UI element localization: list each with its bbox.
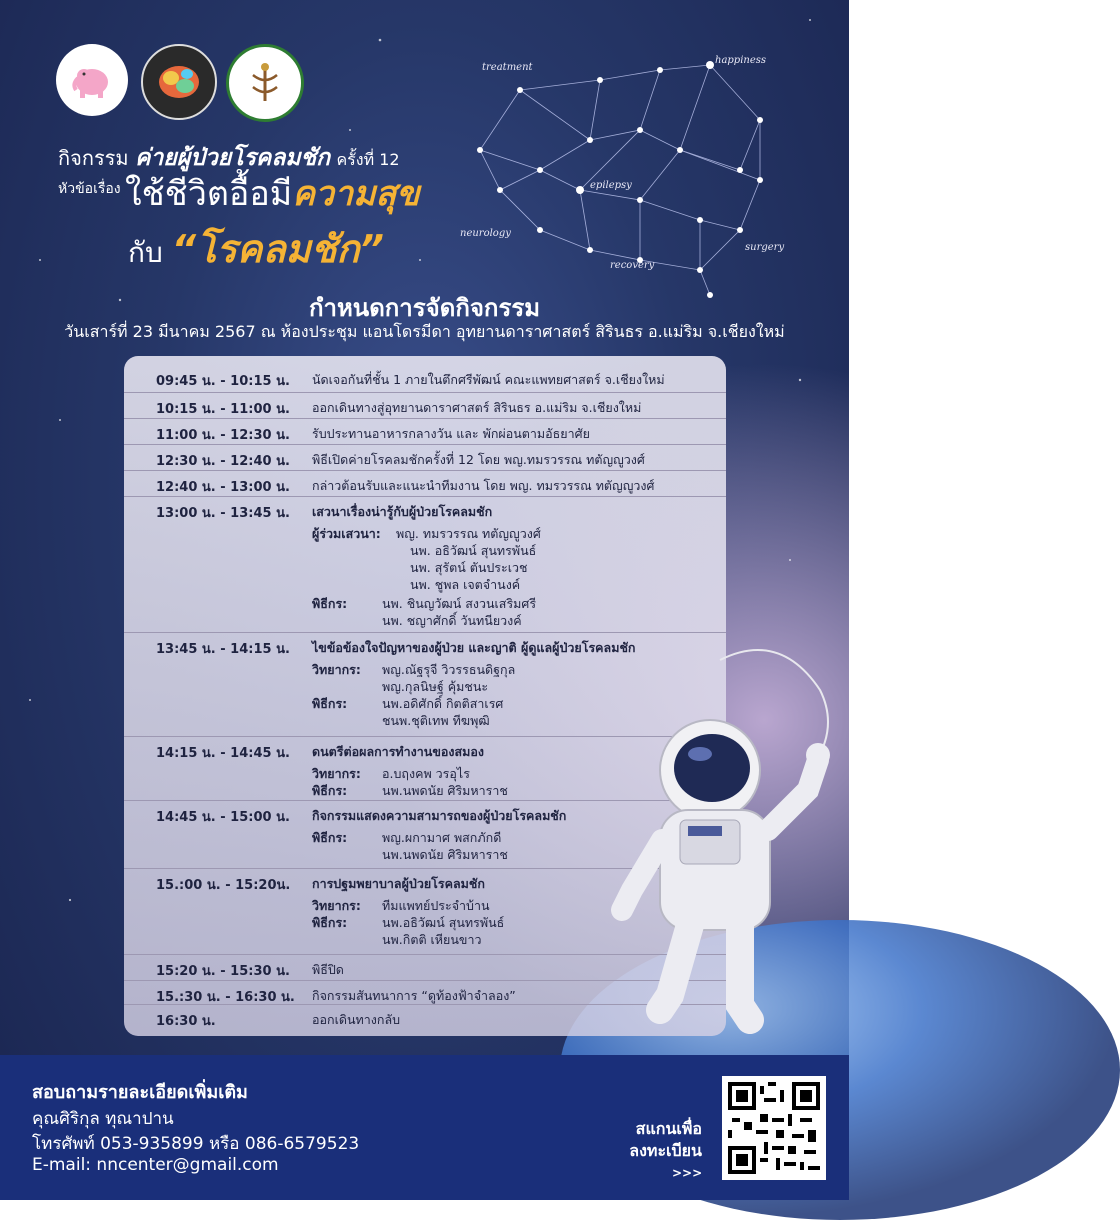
schedule-time: 14:15 น. - 14:45 น.	[156, 746, 290, 761]
schedule-time: 14:45 น. - 15:00 น.	[156, 810, 290, 825]
scan-to-register-text	[610, 1118, 702, 1162]
host-label: พิธีกร:	[312, 783, 348, 798]
person: พญ.ณัฐรุจี วิวรรธนดิฐกุล	[382, 662, 516, 677]
contact-email: E-mail: nncenter@gmail.com	[32, 1155, 279, 1175]
person: พญ.กุลนิษฐ์ คุ้มชนะ	[382, 679, 489, 694]
person: นพ. ชินญวัฒน์ สงวนเสริมศรี	[382, 596, 537, 611]
schedule-time: 11:00 น. - 12:30 น.	[156, 428, 290, 443]
schedule-time: 15:20 น. - 15:30 น.	[156, 964, 290, 979]
person: นพ. ชูพล เจตจำนงค์	[410, 577, 521, 592]
schedule-row	[124, 418, 726, 445]
schedule-row	[124, 444, 726, 471]
person: ชนพ.ชุติเทพ ทีฆพุฒิ	[382, 713, 490, 728]
slogan-line-2	[128, 218, 384, 279]
brain-label-happiness: happiness	[715, 55, 767, 66]
speaker-label: วิทยากร:	[312, 662, 361, 677]
topic-label: หัวข้อเรื่อง	[58, 181, 121, 197]
schedule-desc: การปฐมพยาบาลผู้ป่วยโรคลมชัก	[312, 876, 485, 891]
contact-name: คุณศิริกุล ทุณาปาน	[32, 1109, 174, 1129]
schedule-desc: กิจกรรมแสดงความสามารถของผู้ป่วยโรคลมชัก	[312, 808, 567, 823]
faculty-of-medicine-logo	[226, 44, 304, 122]
schedule-subtitle: วันเสาร์ที่ 23 มีนาคม 2567 ณ ห้องประชุม แอนโดรมีดา อุทยานดาราศาสตร์ สิรินธร อ.แม่ริม จ.เชียงใหม่	[64, 322, 785, 341]
scan-line-1: สแกนเพื่อ	[635, 1119, 702, 1138]
person: นพ.นพดนัย ศิริมหาราช	[382, 783, 508, 798]
brain-network-illustration	[440, 40, 785, 310]
brain-label-treatment: treatment	[482, 62, 533, 73]
brain-label-neurology: neurology	[460, 228, 511, 239]
schedule-desc: พิธีเปิดค่ายโรคลมชักครั้งที่ 12 โดย พญ.ทมรวรรณ ทตัญญูวงศ์	[312, 452, 645, 467]
host-label: พิธีกร:	[312, 696, 348, 711]
person: นพ.นพดนัย ศิริมหาราช	[382, 847, 508, 862]
event-prefix: กิจกรรม	[58, 146, 129, 170]
slogan-text-with: กับ	[128, 236, 163, 269]
slogan-line-1	[125, 166, 420, 220]
schedule-desc: กล่าวต้อนรับและแนะนำทีมงาน โดย พญ. ทมรวรรณ ทตัญญูวงศ์	[312, 478, 655, 493]
schedule-row	[124, 496, 726, 633]
schedule-desc: ออกเดินทางสู่อุทยานดาราศาสตร์ สิรินธร อ.แม่ริม จ.เชียงใหม่	[312, 400, 642, 415]
brain-label-recovery: recovery	[610, 260, 655, 271]
slogan-highlight-happiness: ความสุข	[292, 174, 420, 214]
person: นพ.อธิวัฒน์ สุนทรพันธ์	[382, 915, 505, 930]
schedule-time: 10:15 น. - 11:00 น.	[156, 402, 290, 417]
person: อ.บฤงคพ วรอุไร	[382, 766, 470, 781]
event-edition: ครั้งที่ 12	[336, 150, 400, 169]
schedule-desc: ดนตรีต่อผลการทำงานของสมอง	[312, 744, 484, 759]
schedule-title: กำหนดการจัดกิจกรรม	[308, 294, 541, 322]
registration-qr-code[interactable]	[722, 1076, 826, 1180]
host-label: พิธีกร:	[312, 915, 348, 930]
schedule-desc: กิจกรรมสันทนาการ “ดูท้องฟ้าจำลอง”	[312, 988, 516, 1003]
schedule-time: 15.:00 น. - 15:20น.	[156, 878, 291, 893]
person: นพ. สุรัตน์ ตันประเวช	[410, 560, 528, 575]
schedule-row	[124, 392, 726, 419]
person: นพ.กิตติ เหียนขาว	[382, 932, 482, 947]
person: พญ.ผกามาศ พสกภักดี	[382, 830, 502, 845]
slogan-text-a: ใช้ชีวิตอื้อมี	[125, 174, 293, 214]
schedule-time: 12:40 น. - 13:00 น.	[156, 480, 290, 495]
brain-label-surgery: surgery	[745, 242, 785, 253]
panelists-label: ผู้ร่วมเสวนา:	[312, 526, 381, 541]
schedule-time: 16:30 น.	[156, 1014, 216, 1029]
person: นพ. ชญาศักดิ์ วันทนียวงค์	[382, 613, 522, 628]
schedule-row	[124, 470, 726, 497]
contact-phone: โทรศัพท์ 053-935899 หรือ 086-6579523	[32, 1134, 360, 1154]
person: พญ. ทมรวรรณ ทตัญญูวงศ์	[396, 526, 541, 541]
scan-line-2: ลงทะเบียน	[629, 1141, 702, 1160]
event-name: ค่ายผู้ป่วยโรคลมชัก	[134, 145, 331, 171]
schedule-time: 13:45 น. - 14:15 น.	[156, 642, 290, 657]
schedule-time: 12:30 น. - 12:40 น.	[156, 454, 290, 469]
neuroscience-center-logo	[141, 44, 217, 120]
contact-heading: สอบถามรายละเอียดเพิ่มเติม	[32, 1082, 248, 1103]
schedule-time: 13:00 น. - 13:45 น.	[156, 506, 290, 521]
person: นพ.อดิศักดิ์ กิตติสาเรศ	[382, 696, 504, 711]
slogan-highlight-epilepsy: “โรคลมชัก”	[171, 227, 384, 271]
astronaut-illustration	[600, 640, 840, 1040]
brain-label-epilepsy: epilepsy	[590, 180, 632, 191]
arrows: >>>	[672, 1166, 703, 1180]
host-label: พิธีกร:	[312, 596, 348, 611]
schedule-time: 15.:30 น. - 16:30 น.	[156, 990, 295, 1005]
speaker-label: วิทยากร:	[312, 898, 361, 913]
schedule-row	[124, 364, 726, 393]
schedule-desc: ไขข้อข้องใจปัญหาของผู้ป่วย และญาติ ผู้ดูแลผู้ป่วยโรคลมชัก	[312, 640, 636, 655]
host-label: พิธีกร:	[312, 830, 348, 845]
speaker-label: วิทยากร:	[312, 766, 361, 781]
schedule-desc: นัดเจอกันที่ชั้น 1 ภายในตึกศรีพัฒน์ คณะแพทยศาสตร์ จ.เชียงใหม่	[312, 372, 665, 387]
schedule-desc: ออกเดินทางกลับ	[312, 1012, 401, 1027]
schedule-time: 09:45 น. - 10:15 น.	[156, 374, 290, 389]
schedule-desc: เสวนาเรื่องน่ารู้กับผู้ป่วยโรคลมชัก	[312, 504, 493, 519]
epilepsy-camp-logo	[56, 44, 128, 116]
schedule-desc: รับประทานอาหารกลางวัน และ พักผ่อนตามอัธยาศัย	[312, 426, 590, 441]
person: ทีมแพทย์ประจำบ้าน	[382, 898, 490, 913]
schedule-desc: พิธีปิด	[312, 962, 344, 977]
person: นพ. อธิวัฒน์ สุนทรพันธ์	[410, 543, 537, 558]
